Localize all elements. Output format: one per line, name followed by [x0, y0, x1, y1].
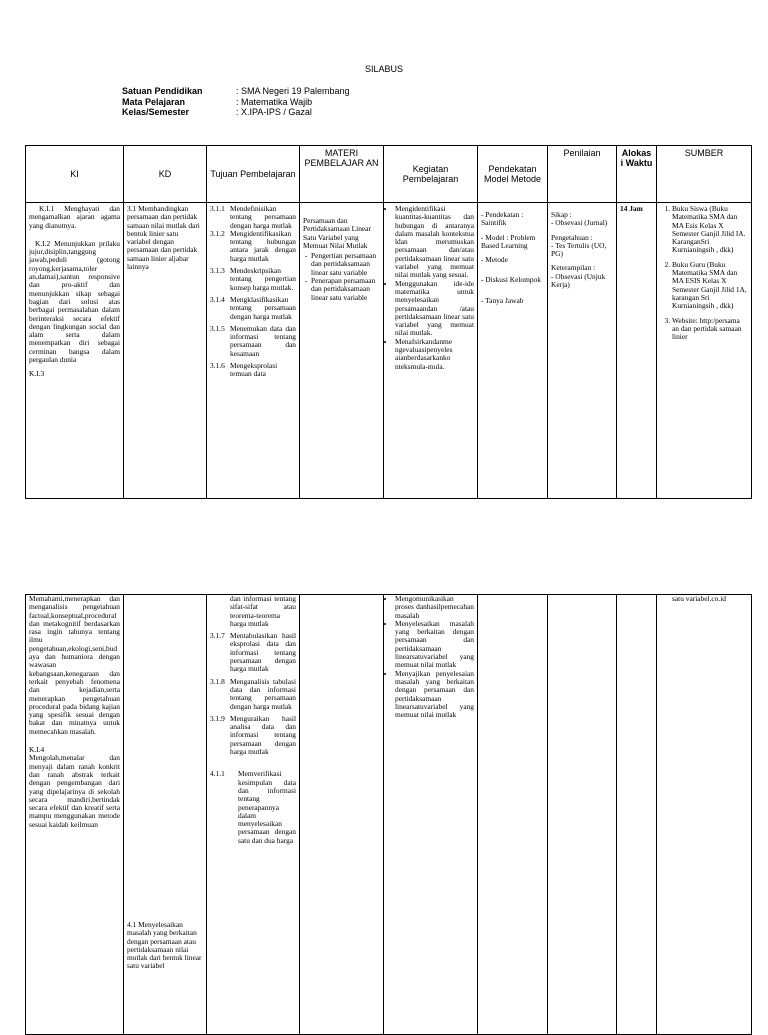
pendekatan-item: - Tanya Jawab	[481, 295, 524, 305]
kegiatan-item: • Mengomunikasikan proses danhasilpemecahan masalah	[395, 595, 474, 620]
header-ki: KI	[26, 146, 124, 203]
header-materi: MATERI PEMBELAJAR AN	[300, 146, 384, 203]
document-title: SILABUS	[364, 64, 404, 74]
header-kegiatan: Kegiatan Pembelajaran	[384, 146, 478, 203]
tujuan-item: 3.1.4 Mengklasifikasikan tentang persamaan dengan harga mutlak	[210, 294, 296, 321]
pendekatan-cell	[478, 595, 548, 1035]
tujuan-item: 3.1.3 Mendeskripsikan tentang pengertian konsep harga mutlak.	[210, 266, 296, 292]
pendekatan-item: - Model : Problem Based Learning	[481, 232, 536, 250]
tujuan-item: 3.1.6 Mengeksprolasi temuan data	[210, 361, 278, 379]
materi-item: - Penerapan persamaan dan pertidaksamaan linear satu variable	[311, 277, 380, 302]
penilaian-item: - Obsevasi (Jurnal)	[551, 218, 608, 228]
meta-label: Satuan Pendidikan	[122, 86, 203, 96]
tujuan-continued: dan informasi tentang sifat-sifat atau teorema-teorema harga mutlak	[230, 594, 296, 628]
meta-label: Mata Pelajaran	[122, 96, 186, 107]
ki2-text: K.I.2 Menunjukkan prilaku jujur,disiplin,tanggung jawab,peduli (gotong royong,kerjasama,toler an,damai),santun responsive dan pro-aktif dan menunjukkan sikap sebagai bagian dari solusi atas berbagai permasalahan dalam berinteraksi secara efektif dengan lingkungan social dan alam serta dalam menempatkan diri sebagai cerminan bangsa dalam pergaulan dunia	[29, 238, 120, 365]
ki4-heading: K.I.4	[29, 745, 45, 755]
pendekatan-item: - Metode	[481, 255, 508, 265]
syllabus-table-part2	[25, 594, 752, 1035]
kegiatan-item: • Menyajikan penyelesaian masalah yang berkaitan dengan persamaan dan pertidaksamaan linearsatuvariabel yang memuat nilai mutlak	[395, 670, 474, 720]
tujuan-item: 3.1.2 Mengidentifikasikan tentang hubungan antara jarak dengan harga mutlak	[210, 228, 296, 263]
tujuan-cell	[207, 595, 300, 1035]
ki3-text: Memahami,menerapkan dan menganalisis pengetahuan factual,konseptual,procedural dan metakognitif berdasarkan rasa ingin tahunya tentang ilmu pengetahuan,ekologi,seni,budaya dan humaniora dengan wawasan kebangsaan,kenegaraan dan terkait penyebab fenomena dan kejadian,serta menerapkan pengetahuan procedural pada bidang kajian yang spesifik sesuai dengan bakat dan minatnya untuk memecahkan masalah.	[29, 594, 120, 736]
meta-label: Kelas/Semester	[122, 107, 190, 117]
materi-item: - Pengertian persamaan dan pertidaksamaan linear satu variable	[311, 252, 380, 277]
sumber-continued: satu variabel.co.id	[672, 594, 726, 603]
kd41-text: 4.1 Menyelesaikan masalah yang berkaitan dengan persamaan atau pertidaksamaan nilai mutlak dari bentuk linear satu variabel	[127, 920, 202, 971]
penilaian-item: - Tes Tertulis (UO, PG)	[551, 240, 607, 259]
penilaian-cell	[548, 595, 617, 1035]
pendekatan-item: - Pendekatan : Saintifik	[481, 210, 524, 228]
tujuan-item: 3.1.9 Menguraikan hasil analisa data dan informasi tentang persamaan dengan harga mutlak	[210, 713, 296, 757]
tujuan-item: 3.1.8 Menganalisis tabulasi data dan informasi tentang persamaan dengan harga mutlak	[210, 676, 296, 711]
penilaian-item: Sikap :	[551, 210, 572, 219]
penilaian-item: Keterampilan :	[551, 263, 596, 273]
penilaian-item: Pengetahuan :	[551, 232, 593, 242]
ki4-text: Mengolah,menalar dan menyaji dalam ranah konkrit dan ranah abstrak terkait dengan pengembangan dari yang dipelajarinya di sekolah secara mandiri,bertindak secara efektif dan kreatif serta mampu menggunakan metode sesuai kaidah keilmuan	[29, 753, 120, 829]
ki-cell	[26, 203, 124, 499]
materi-intro: Persamaan dan Pertidaksamaan Linear Satu Variabel yang Memuat Nilai Mutlak	[303, 216, 371, 250]
sumber-item: 3. Website: http:/persama an dan pertidak samaan linier	[672, 317, 748, 342]
ki1-text: K.I.1 Menghayati dan mengamalkan ajaran agama yang dianutnya.	[29, 204, 120, 230]
kegiatan-item: • Menggunakan ide-ide matematika untuk menyelesaikan persamaandan /atau pertidaksamaan linear satu variabel yang memuat nilai mutlak.	[395, 280, 474, 338]
sumber-item: 1. Buku Siswa (Buku Matematika SMA dan MA Esis Kelas X Semester Ganjil Jilid IA. KaranganSri Kurnianingsih , dkk)	[672, 205, 748, 255]
header-alokasi: Alokas i Waktu	[617, 146, 657, 203]
meta-row	[122, 97, 350, 108]
header-tujuan: Tujuan Pembelajaran	[207, 146, 300, 203]
tujuan-item: 3.1.1 Mendefinisikan tentang persamaan dengan harga mutlak	[210, 204, 296, 230]
table-header-row	[26, 146, 752, 203]
penilaian-item: - Obsevasi (Unjuk Kerja)	[551, 271, 606, 290]
tujuan-item: 4.1.1 Memverifikasi kesimpulan data dan informasi tentang penerapannya dalam menyelesaikan persamaan dengan satu dan dua harga	[210, 769, 296, 845]
ki3-heading: K.I.3	[29, 369, 45, 379]
header-pendekatan: Pendekatan Model Metode	[478, 146, 548, 203]
ki-cell	[26, 595, 124, 1035]
kegiatan-item: • Mengidentifikasi kuantitas-kuantitas dan hubungan di antaranya dalam masalah kontekstua ldan merumuskan persamaan dan/atau pertidaksamaan linear satu variabel yang memuat nilai mutlak yang sesuai.	[395, 205, 474, 280]
kd-text: 3.1 Membandingkan persamaan dan pertidak samaan nilai mutlak dari bentuk linier satu variabel dengan persamaan dan pertidak samaan linier aljabar lainnya	[127, 204, 200, 272]
materi-cell	[300, 203, 384, 499]
tujuan-item: 3.1.7 Mentabulasikan hasil eksprolasi data dan informasi tentang persamaan dengan harga mutlak	[210, 631, 296, 674]
penilaian-cell	[548, 203, 617, 499]
pendekatan-cell	[478, 203, 548, 499]
meta-value: : X.IPA-IPS / Gazal	[236, 107, 312, 117]
kd-cell	[124, 595, 207, 1035]
kegiatan-item: • Menafsirkandanme ngevaluasipenyeles aianberdasarkanko nteksmula-mula.	[395, 338, 474, 371]
kegiatan-cell	[384, 595, 478, 1035]
page-two	[0, 586, 768, 1024]
tujuan-item: 3.1.5 Menemukan data dan informasi tentang persamaan dan kesamaan	[210, 323, 296, 358]
header-penilaian: Penilaian	[548, 146, 617, 203]
alokasi-cell	[617, 595, 657, 1035]
meta-row	[122, 86, 350, 97]
table-row	[26, 203, 752, 499]
tujuan-cell	[207, 203, 300, 499]
sumber-cell	[657, 595, 752, 1035]
page-gap	[0, 574, 768, 586]
document-meta	[122, 86, 350, 118]
materi-cell	[300, 595, 384, 1035]
alokasi-cell: 14 Jam	[617, 203, 657, 499]
sumber-item: 2. Buku Guru (Buku Matematika SMA dan MA ESIS Kelas X Semester Ganjil Jilid 1A, karangan Sri Kurnianingsih , dkk)	[672, 261, 748, 311]
kegiatan-item: • Menyelesaikan masalah yang berkaitan dengan persamaan dan pertidaksamaan linearsatuvariabel yang memuat nilai mutlak	[395, 620, 474, 670]
kd-cell	[124, 203, 207, 499]
sumber-cell	[657, 203, 752, 499]
syllabus-table-part1	[25, 145, 752, 499]
kegiatan-cell	[384, 203, 478, 499]
meta-value: : Matematika Wajib	[236, 96, 313, 107]
pendekatan-item: - Diskusi Kelompok	[481, 275, 541, 285]
meta-row	[122, 107, 350, 118]
header-kd: KD	[124, 146, 207, 203]
header-sumber: SUMBER	[657, 146, 752, 203]
table-row	[26, 595, 752, 1035]
meta-value: : SMA Negeri 19 Palembang	[236, 86, 350, 96]
